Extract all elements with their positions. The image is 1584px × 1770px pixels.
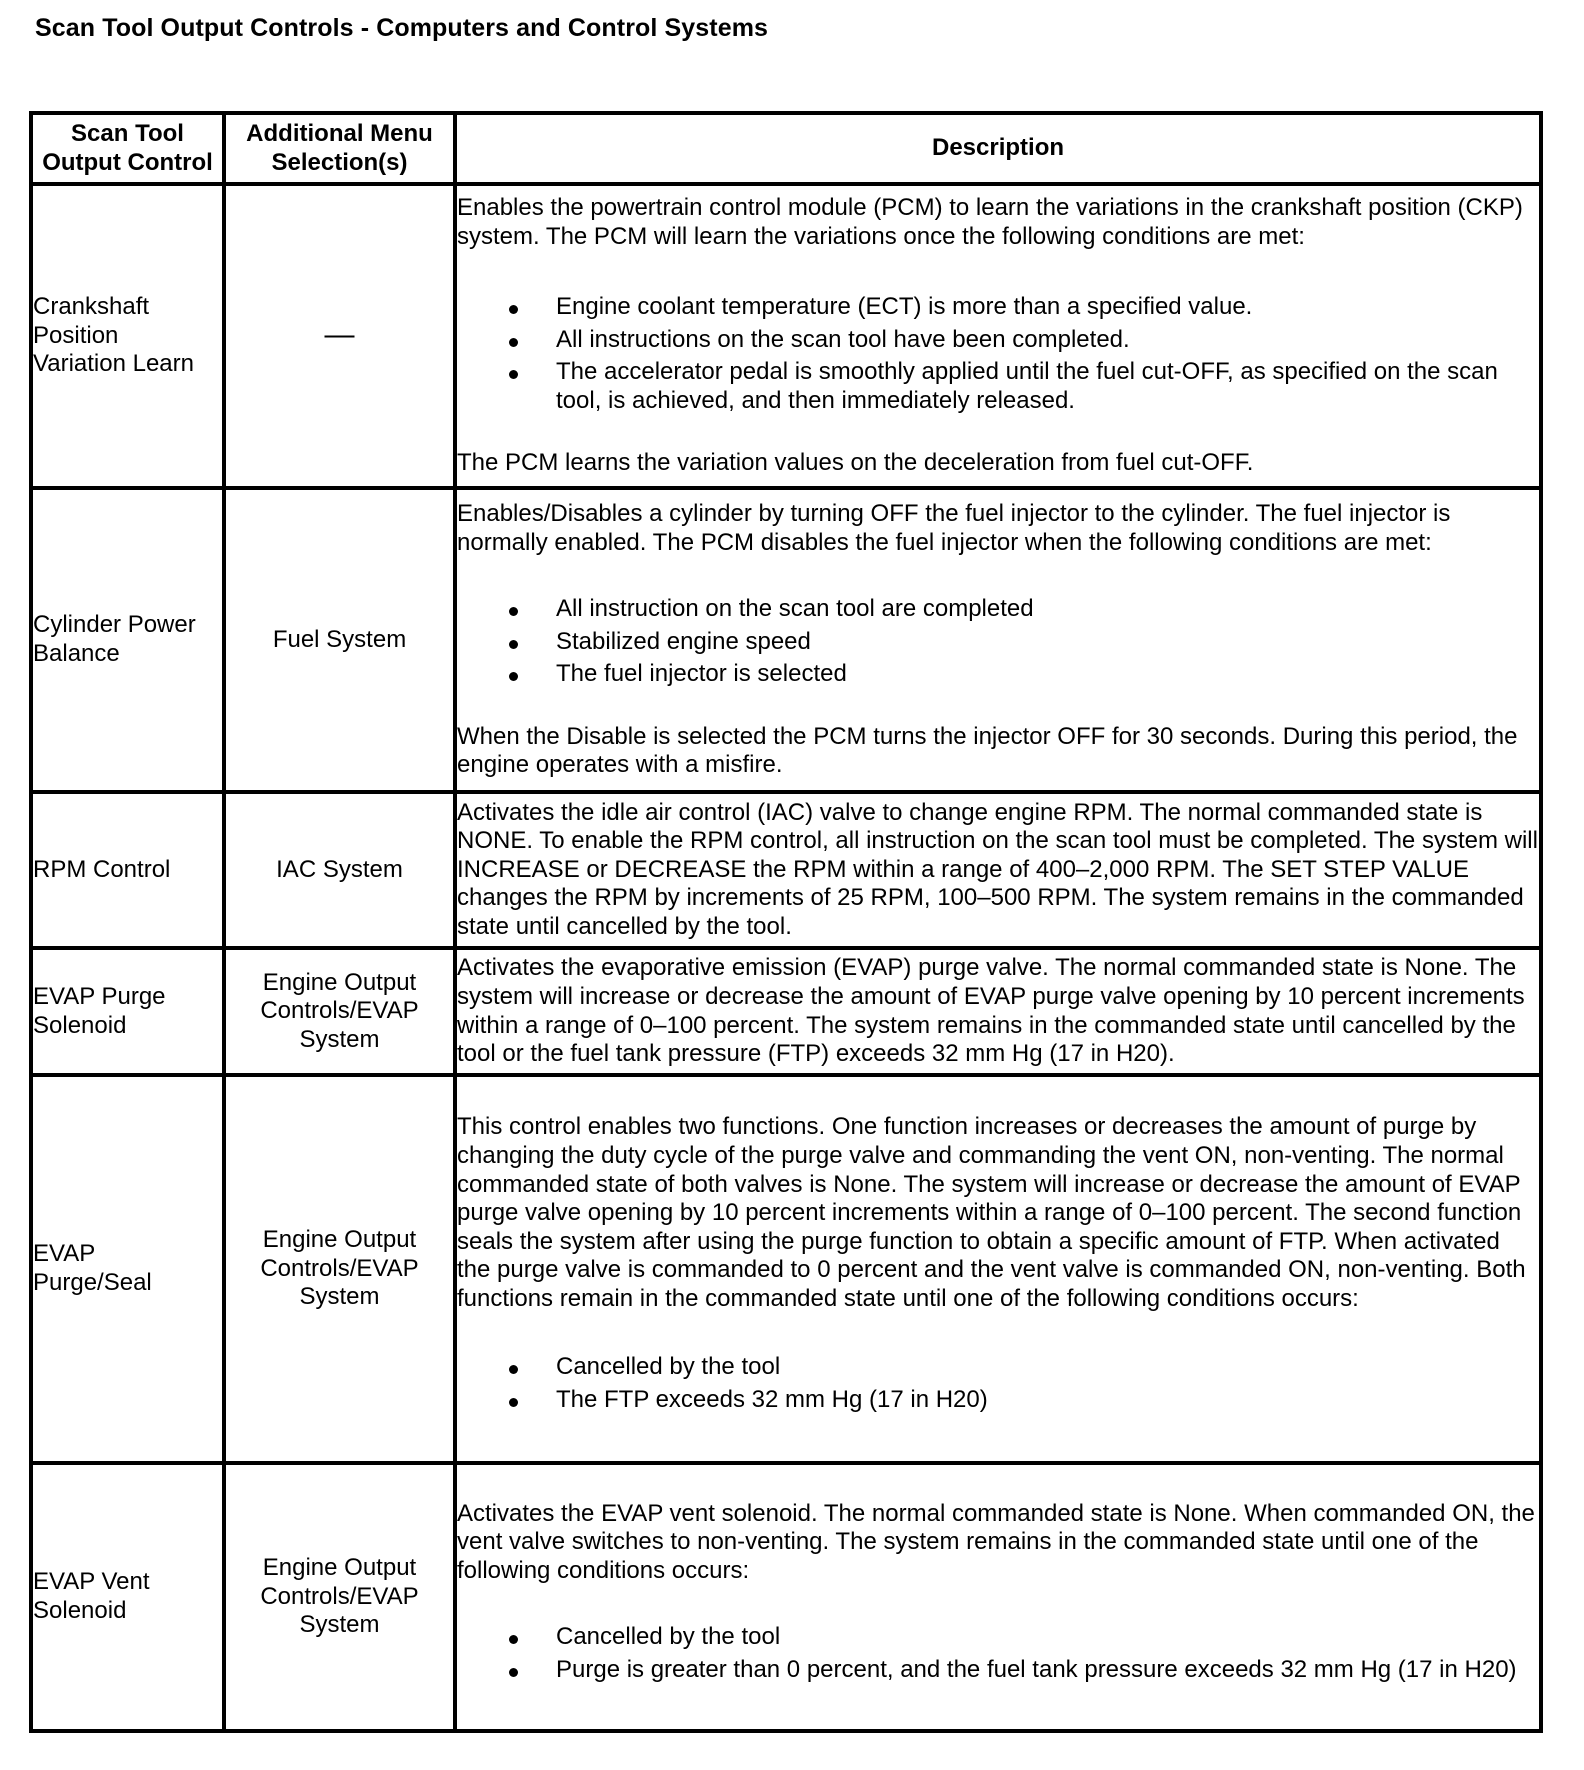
menu-line: Engine Output [262,1554,417,1582]
menu-line: Controls/EVAP [260,1254,419,1282]
table-row [31,488,1541,792]
description [455,488,1541,792]
table-row [31,1463,1541,1731]
name-line: Solenoid [33,1011,127,1039]
list-item-text: All instruction on the scan tool are completed [556,595,1034,623]
menu-selection [224,1075,455,1463]
list-item [457,1353,1539,1382]
condition-list [457,1353,1539,1414]
bullet-icon [509,1635,518,1644]
list-item-text: Cancelled by the tool [556,1623,781,1651]
list-item-text: The fuel injector is selected [556,660,847,688]
description-intro: Activates the EVAP vent solenoid. The normal commanded state is None. When commanded ON, the vent valve switches to non-venting. The system remains in the commanded state until one of the following conditions occurs: [457,1499,1535,1584]
output-control-name [31,1463,224,1731]
description-outro: The PCM learns the variation values on the deceleration from fuel cut-OFF. [457,449,1254,477]
bullet-icon [509,607,518,616]
list-item [457,1623,1539,1652]
list-item [457,628,1539,657]
list-item-text: Stabilized engine speed [556,627,811,655]
menu-selection [224,948,455,1075]
description-intro: Enables the powertrain control module (PCM) to learn the variations in the crankshaft position (CKP) system. The PCM will learn the variations once the following conditions are met: [457,193,1523,250]
description [455,1463,1541,1731]
list-item [457,326,1539,355]
output-control-name [31,792,224,948]
bullet-icon [509,338,518,347]
name-line: EVAP [33,1240,96,1268]
description-outro: When the Disable is selected the PCM turns the injector OFF for 30 seconds. During this period, the engine operates with a misfire. [457,722,1518,779]
list-item [457,595,1539,624]
description-intro: Enables/Disables a cylinder by turning OFF the fuel injector to the cylinder. The fuel injector is normally enabled. The PCM disables the fuel injector when the following conditions are met: [457,499,1451,556]
menu-line: Controls/EVAP [260,1582,419,1610]
header-line: Selection(s) [271,148,408,176]
description [455,1075,1541,1463]
header-line: Additional Menu [246,119,433,147]
name-line: RPM Control [33,855,171,883]
menu-selection: IAC System [224,792,455,948]
name-line: Crankshaft [33,293,150,321]
bullet-icon [509,305,518,314]
condition-list [457,293,1539,415]
header-additional-menu-selections [224,113,455,184]
description-intro: Activates the idle air control (IAC) valve to change engine RPM. The normal commanded state is NONE. To enable the RPM control, all instruction on the scan tool must be completed. The system will INCREASE or DECREASE the RPM within a range of 400–2,000 RPM. The SET STEP VALUE changes the RPM by increments of 25 RPM, 100–500 RPM. The system remains in the commanded state until cancelled by the tool. [457,798,1538,940]
bullet-icon [509,1398,518,1407]
list-item-text: All instructions on the scan tool have been completed. [556,325,1130,353]
list-item-text: The FTP exceeds 32 mm Hg (17 in H20) [556,1386,988,1414]
list-item-text: Cancelled by the tool [556,1353,781,1381]
condition-list [457,595,1539,689]
name-line: Purge/Seal [33,1269,152,1296]
list-item [457,293,1539,322]
list-item-text: The accelerator pedal is smoothly applied until the fuel cut-OFF, as specified on the scan tool, is achieved, and then immediately released. [556,358,1498,414]
output-control-name [31,948,224,1075]
name-line: Position [33,321,119,349]
table-row [31,184,1541,488]
menu-line: Controls/EVAP [260,997,419,1025]
menu-selection: Fuel System [224,488,455,792]
header-line: Scan Tool [71,119,184,147]
list-item [457,1656,1539,1685]
menu-line: Engine Output [262,1226,417,1254]
table-header-row [31,113,1541,184]
name-line: Balance [33,640,120,667]
output-controls-table [29,111,1543,1733]
condition-list [457,1623,1539,1684]
list-item [457,660,1539,689]
name-line: Cylinder Power [33,611,196,639]
table-row [31,948,1541,1075]
menu-line: System [299,1025,380,1053]
table-row [31,792,1541,948]
description-intro: Activates the evaporative emission (EVAP) purge valve. The normal commanded state is None. The system will increase or decrease the amount of EVAP purge valve opening by 10 percent increments within a range of 0–100 percent. The system remains in the commanded state until cancelled by the tool or the fuel tank pressure (FTP) exceeds 32 mm Hg (17 in H20). [457,954,1525,1068]
description [455,792,1541,948]
name-line: EVAP Purge [33,982,166,1010]
header-line: Output Control [42,148,213,176]
list-item [457,1386,1539,1415]
list-item-text: Engine coolant temperature (ECT) is more than a specified value. [556,293,1253,321]
output-control-name [31,1075,224,1463]
output-control-name [31,184,224,488]
menu-line: Engine Output [262,968,417,996]
menu-selection [224,184,455,488]
table-row [31,1075,1541,1463]
list-item [457,358,1539,415]
description [455,948,1541,1075]
menu-line: System [299,1611,380,1639]
name-line: Solenoid [33,1597,127,1624]
name-line: EVAP Vent [33,1568,150,1596]
description-intro: This control enables two functions. One function increases or decreases the amount of purge by changing the duty cycle of the purge valve and commanding the vent ON, non-venting. The normal commanded state of both valves is None. The system will increase or decrease the amount of EVAP purge valve opening by 10 percent increments within a range of 0–100 percent. The second function seals the system after using the purge function to obtain a specific amount of FTP. When activated the purge valve is commanded to 0 percent and the vent valve is commanded ON, non-venting. Both functions remain in the commanded state until one of the following conditions occurs: [457,1113,1526,1312]
page-title: Scan Tool Output Controls - Computers and Control Systems [35,14,769,42]
description [455,184,1541,488]
header-description: Description [455,113,1541,184]
menu-line: System [299,1283,380,1311]
bullet-icon [509,370,518,379]
menu-selection [224,1463,455,1731]
bullet-icon [509,1365,518,1374]
header-scan-tool-output-control [31,113,224,184]
output-control-name [31,488,224,792]
menu-selection-none: — [324,317,355,351]
list-item-text: Purge is greater than 0 percent, and the fuel tank pressure exceeds 32 mm Hg (17 in H20) [556,1655,1517,1683]
bullet-icon [509,640,518,649]
bullet-icon [509,672,518,681]
name-line: Variation Learn [33,350,194,378]
bullet-icon [509,1668,518,1677]
